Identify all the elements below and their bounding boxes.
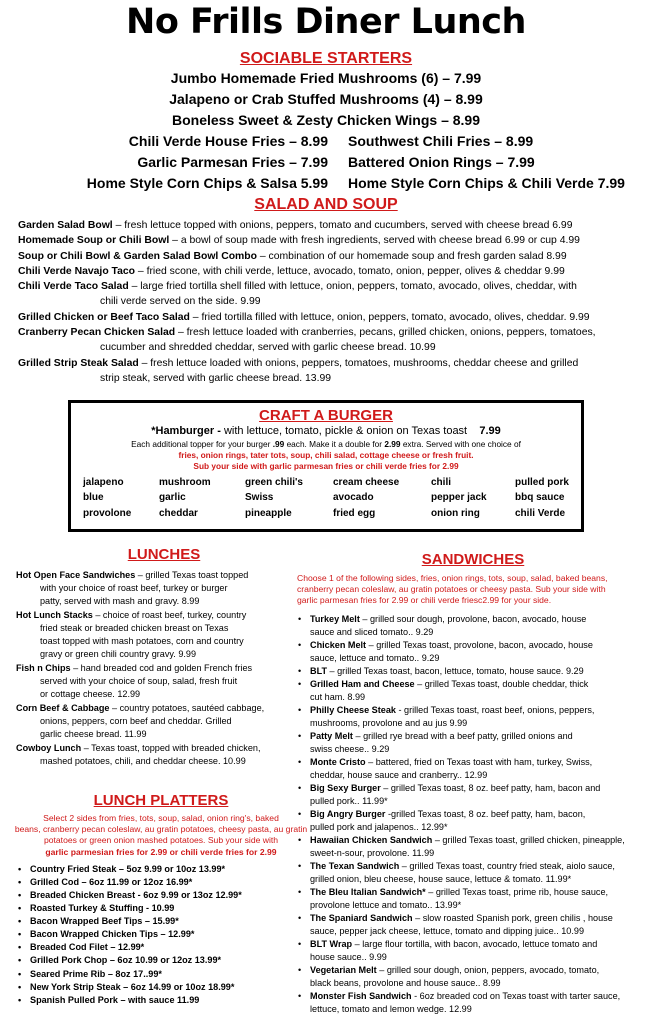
sandwich-item-text: [310, 912, 652, 938]
sandwich-item-line: [310, 990, 652, 1003]
sandwich-item-text: [310, 886, 652, 912]
salad-item-name: Homemade Soup or Chili Bowl: [18, 235, 170, 247]
sandwich-item-desc: – large flour tortilla, with bacon, avocado, lettuce tomato and: [352, 938, 598, 949]
bullet-icon: •: [18, 929, 22, 940]
sandwich-item-desc: - grilled Texas toast, roast beef, onions, peppers,: [395, 704, 595, 715]
sandwiches-heading: SANDWICHES: [421, 551, 525, 568]
topping-option: garlic: [159, 492, 186, 504]
burger-note-price: 2.99: [384, 439, 401, 449]
sandwich-item-text: [310, 860, 652, 886]
platter-item-text: Spanish Pulled Pork – with sauce 11.99: [30, 994, 200, 1005]
lunch-item-cont: fried steak or breaded chicken breast on Texas: [40, 623, 229, 633]
lunches-heading: LUNCHES: [127, 546, 201, 563]
salad-item-line: [18, 264, 648, 279]
burger-lead: [71, 424, 581, 439]
sandwich-item: [298, 964, 652, 990]
starter-item: Home Style Corn Chips & Chili Verde 7.99: [348, 175, 625, 191]
burger-heading: CRAFT A BURGER: [259, 407, 393, 424]
salad-item-desc: – large fried tortilla shell filled with lettuce, onion, peppers, tomato, avocado, olives, cheddar, with: [128, 281, 577, 293]
sandwich-item-desc: – grilled Texas toast, bacon, lettuce, tomato, house sauce. 9.29: [327, 665, 584, 676]
bullet-icon: •: [18, 981, 22, 992]
topping-option: pulled pork: [515, 477, 569, 488]
sandwich-item-desc: – grilled Texas toast, country fried steak, aiolo sauce,: [399, 860, 615, 871]
sandwich-item-desc: – grilled Texas toast, 8 oz. beef patty, ham, bacon and: [380, 782, 601, 793]
sandwich-item-name: Monte Cristo: [310, 756, 366, 767]
burger-price: 7.99: [479, 425, 501, 437]
topping-option: avocado: [333, 492, 374, 504]
sandwich-item-cont: black beans, provolone and house sauce.. 8.99: [310, 977, 501, 988]
platter-item-text: Breaded Cod Filet – 12.99*: [30, 942, 145, 953]
sandwich-item-name: The Spaniard Sandwich: [310, 912, 413, 923]
sandwich-item-desc: – grilled Texas toast, grilled chicken, pineapple,: [432, 834, 625, 845]
salad-item-desc: – fresh lettuce loaded with onions, peppers, tomatoes, mushrooms, cheddar cheese and grilled: [138, 357, 579, 369]
sandwiches-intro-line: Choose 1 of the following sides, fries, onion rings, tots, soup, salad, baked beans,: [297, 573, 608, 583]
burger-note-text: each. Make it a double for: [284, 439, 385, 449]
sandwich-item-name: The Bleu Italian Sandwich*: [310, 886, 426, 897]
starter-item: Chili Verde House Fries – 8.99: [128, 133, 328, 149]
salad-item-name: Chili Verde Taco Salad: [18, 281, 129, 293]
topping-option: cream cheese: [333, 477, 400, 488]
salad-item-name: Cranberry Pecan Chicken Salad: [18, 327, 176, 339]
lunch-item-name: Hot Open Face Sandwiches: [16, 570, 136, 580]
lunch-item-desc: – hand breaded cod and golden French fries: [70, 663, 253, 673]
platter-list: [8, 863, 314, 1007]
salad-item-name: Chili Verde Navajo Taco: [18, 265, 136, 277]
platter-item: [18, 915, 314, 928]
sandwich-item-text: [310, 782, 652, 808]
platters-intro-line: garlic parmesian fries for 2.99 or chili verde fries for 2.99: [45, 846, 277, 857]
sandwich-item-line: [310, 912, 652, 925]
salad-list: [0, 218, 652, 386]
salad-item-line: [18, 249, 648, 264]
salad-section: [0, 196, 652, 386]
platter-item: [18, 994, 314, 1007]
salad-item-line: [18, 310, 648, 325]
lunch-item-desc: – Texas toast, topped with breaded chicken,: [81, 743, 261, 753]
bullet-icon: •: [298, 613, 302, 624]
salad-item: [0, 218, 652, 233]
platter-item: [18, 889, 314, 902]
sandwich-item-name: Big Sexy Burger: [310, 782, 381, 793]
lunch-item-cont: mashed potatoes, chili, and cheddar cheese. 10.99: [40, 756, 246, 766]
burger-sub-note: Sub your side with garlic parmesan fries or chili verde fries for 2.99: [193, 461, 459, 471]
lunch-item: [14, 609, 314, 661]
salad-item-desc: – a bowl of soup made with fresh ingredients, served with cheese bread 6.99 or cup 4.99: [169, 235, 580, 247]
sandwich-item-text: [310, 613, 652, 639]
starter-item: Jalapeno or Crab Stuffed Mushrooms (4) – 8.99: [169, 91, 483, 107]
salad-item-line: [18, 279, 648, 294]
bullet-icon: •: [18, 994, 22, 1005]
sandwich-item-cont: sauce, lettuce and tomato.. 9.29: [310, 652, 440, 663]
starter-item: Boneless Sweet & Zesty Chicken Wings – 8.99: [172, 112, 480, 128]
lunch-item-desc: – grilled Texas toast topped: [135, 570, 249, 580]
salad-item-desc: – fresh lettuce topped with onions, peppers, tomato and cucumbers, served with cheese bread 6.99: [112, 220, 573, 231]
starter-item: Home Style Corn Chips & Salsa 5.99: [86, 175, 328, 191]
sandwich-item-name: Big Angry Burger: [310, 808, 386, 819]
bullet-icon: •: [18, 942, 22, 953]
starter-pair: [0, 131, 652, 152]
sandwich-item-name: Hawaiian Chicken Sandwich: [310, 834, 433, 845]
salad-heading: SALAD AND SOUP: [254, 196, 398, 213]
sandwich-item-desc: – battered, fried on Texas toast with ham, turkey, Swiss,: [365, 756, 593, 767]
sandwich-item: [298, 886, 652, 912]
bullet-icon: •: [18, 968, 22, 979]
starter-pair: [0, 152, 652, 173]
sandwich-item-desc: -grilled Texas toast, 8 oz. beef patty, ham, bacon,: [385, 808, 586, 819]
lunch-item-desc: – country potatoes, sautéed cabbage,: [109, 703, 265, 713]
platters-intro-line: beans, cranberry pecan coleslaw, au gratin potatoes, cheesy pasta, au gratin: [14, 824, 308, 835]
sandwich-item: [298, 834, 652, 860]
lunch-item-cont: gravy or green chili country gravy. 9.99: [40, 649, 197, 659]
salad-item-desc: – fried tortilla filled with lettuce, onion, peppers, tomato, avocado, olives, cheddar. 9.99: [189, 311, 590, 323]
starter-pair: [0, 173, 652, 194]
starter-item: Battered Onion Rings – 7.99: [348, 154, 535, 170]
bullet-icon: •: [298, 964, 302, 975]
sandwich-item-text: [310, 704, 652, 730]
platter-item-text: Roasted Turkey & Stuffing - 10.99: [30, 903, 175, 914]
toppings-grid: [71, 475, 581, 521]
sandwich-item-text: [310, 665, 652, 678]
salad-item: [0, 310, 652, 325]
sandwich-item-desc: – grilled Texas toast, double cheddar, thick: [414, 678, 589, 689]
sandwich-item-name: Patty Melt: [310, 730, 353, 741]
lunch-item-cont: patty, served with mash and gravy. 8.99: [40, 596, 200, 606]
sandwich-item-name: Grilled Ham and Cheese: [310, 678, 415, 689]
platter-item: [18, 876, 314, 889]
menu-title: No Frills Diner Lunch: [126, 2, 526, 42]
bullet-icon: •: [298, 704, 302, 715]
platter-item: [18, 928, 314, 941]
sandwich-item-name: BLT Wrap: [310, 938, 353, 949]
platter-item-text: Bacon Wrapped Beef Tips – 15.99*: [30, 916, 179, 927]
sandwich-item-cont: grilled onion, bleu cheese, house sauce, lettuce & tomato. 11.99*: [310, 873, 572, 884]
burger-note-text: extra. Served with one choice of: [400, 439, 521, 449]
bullet-icon: •: [298, 730, 302, 741]
bullet-icon: •: [298, 678, 302, 689]
sandwich-item: [298, 782, 652, 808]
sandwich-item-line: [310, 613, 652, 626]
sandwich-item-text: [310, 964, 652, 990]
platter-item: [18, 981, 314, 994]
topping-option: green chili's: [245, 477, 303, 488]
topping-option: chili Verde: [515, 507, 566, 519]
platters-intro-line: potatoes or green onion mashed potatoes. Sub your side with: [43, 835, 279, 846]
sandwich-item: [298, 665, 652, 678]
sandwich-item-cont: sweet-n-sour, provolone. 11.99: [310, 847, 435, 858]
topping-option: pineapple: [245, 507, 292, 519]
topping-option: fried egg: [333, 507, 376, 519]
starter-item: Southwest Chili Fries – 8.99: [348, 133, 534, 149]
sandwich-list: [294, 613, 652, 1016]
salad-item-name: Garden Salad Bowl: [18, 220, 113, 231]
sandwich-item: [298, 990, 652, 1016]
starter-item: Jumbo Homemade Fried Mushrooms (6) – 7.99: [170, 70, 482, 86]
burger-note: [71, 439, 581, 450]
sandwich-item-cont: cheddar, house sauce and cranberry.. 12.99: [310, 769, 488, 780]
sandwich-item-name: Monster Fish Sandwich: [310, 990, 412, 1001]
lunches-section: [14, 546, 314, 769]
sandwich-item-line: [310, 782, 652, 795]
topping-option: chili: [431, 477, 452, 488]
sandwich-item-cont: provolone lettuce and tomato.. 13.99*: [310, 899, 462, 910]
sandwich-item-name: The Texan Sandwich: [310, 860, 400, 871]
platter-item-text: Seared Prime Rib – 8oz 17..99*: [30, 968, 162, 979]
lunch-item-line: [14, 569, 314, 582]
lunch-item: [14, 569, 314, 608]
sandwich-item-name: Philly Cheese Steak: [310, 704, 396, 715]
salad-item-line: [18, 325, 648, 340]
sandwiches-intro: [294, 573, 652, 607]
platter-item: [18, 941, 314, 954]
lunch-item-line: [14, 702, 314, 715]
lunch-item-cont: toast topped with mash potatoes, corn and country: [40, 636, 244, 646]
burger-note-text: Each additional topper for your burger: [131, 439, 273, 449]
salad-item-cont: chili verde served on the side. 9.99: [100, 296, 261, 308]
lunch-item-name: Corn Beef & Cabbage: [16, 703, 110, 713]
lunch-item-name: Cowboy Lunch: [16, 743, 82, 753]
lunch-item: [14, 742, 314, 768]
burger-box: [68, 400, 584, 532]
sandwich-item: [298, 938, 652, 964]
sandwich-item-cont: house sauce.. 9.99: [310, 951, 387, 962]
sandwich-item-line: [310, 678, 652, 691]
bullet-icon: •: [298, 834, 302, 845]
sandwich-item: [298, 912, 652, 938]
sandwich-item-desc: – grilled rye bread with a beef patty, grilled onions and: [352, 730, 573, 741]
lunch-item-cont: served with your choice of soup, salad, fresh fruit: [40, 676, 238, 686]
salad-item: [0, 279, 652, 310]
lunch-item: [14, 702, 314, 741]
bullet-icon: •: [18, 863, 22, 874]
bullet-icon: •: [298, 665, 302, 676]
bullet-icon: •: [298, 639, 302, 650]
platter-item: [18, 863, 314, 876]
sandwich-item-line: [310, 639, 652, 652]
topping-option: blue: [83, 492, 104, 504]
bullet-icon: •: [298, 886, 302, 897]
sandwiches-section: [294, 551, 652, 1016]
sandwich-item-cont: lettuce, tomato and lemon wedge. 12.99: [310, 1003, 472, 1014]
sandwich-item-cont: swiss cheese.. 9.29: [310, 743, 390, 754]
lunch-item-name: Hot Lunch Stacks: [16, 610, 93, 620]
sandwich-item-line: [310, 756, 652, 769]
burger-note-price: .99: [272, 439, 285, 449]
sandwich-item-line: [310, 704, 652, 717]
sandwich-item: [298, 808, 652, 834]
burger-sides: fries, onion rings, tater tots, soup, chili salad, cottage cheese or fresh fruit.: [178, 450, 474, 460]
lunch-item-line: [14, 662, 314, 675]
topping-option: onion ring: [431, 507, 480, 519]
platters-intro: [8, 813, 314, 858]
salad-item-name: Grilled Chicken or Beef Taco Salad: [18, 311, 190, 323]
salad-item: [0, 249, 652, 264]
sandwich-item: [298, 639, 652, 665]
lunch-item-cont: garlic cheese bread. 11.99: [40, 729, 147, 739]
sandwich-item: [298, 613, 652, 639]
lunch-item-line: [14, 742, 314, 755]
sandwich-item-text: [310, 808, 652, 834]
platters-heading: LUNCH PLATTERS: [93, 792, 229, 809]
topping-option: bbq sauce: [515, 492, 565, 504]
sandwich-item-text: [310, 678, 652, 704]
sandwich-item: [298, 860, 652, 886]
platter-item-text: Bacon Wrapped Chicken Tips – 12.99*: [30, 929, 195, 940]
sandwich-item-text: [310, 990, 652, 1016]
starters-heading: SOCIABLE STARTERS: [239, 50, 413, 67]
sandwich-item-line: [310, 808, 652, 821]
sandwich-item-line: [310, 938, 652, 951]
burger-name: *Hamburger -: [151, 425, 221, 437]
sandwich-item-line: [310, 860, 652, 873]
sandwich-item: [298, 678, 652, 704]
topping-option: jalapeno: [83, 477, 124, 488]
lunch-item-cont: with your choice of roast beef, turkey or burger: [40, 583, 228, 593]
salad-item: [0, 325, 652, 356]
sandwich-item-text: [310, 938, 652, 964]
bullet-icon: •: [298, 756, 302, 767]
sandwich-item-desc: – grilled Texas toast, provolone, bacon, avocado, house: [366, 639, 593, 650]
bullet-icon: •: [298, 912, 302, 923]
salad-item-line: [18, 356, 648, 371]
bullet-icon: •: [18, 916, 22, 927]
bullet-icon: •: [298, 782, 302, 793]
platters-section: [8, 792, 314, 1007]
lunch-item-name: Fish n Chips: [16, 663, 71, 673]
sandwich-item-desc: – grilled sour dough, provolone, bacon, avocado, house: [359, 613, 587, 624]
topping-option: Swiss: [245, 492, 274, 504]
topping-option: pepper jack: [431, 492, 487, 504]
platter-item: [18, 968, 314, 981]
sandwich-item-line: [310, 834, 652, 847]
salad-item-line: [18, 233, 648, 248]
sandwich-item: [298, 730, 652, 756]
platter-item-text: New York Strip Steak – 6oz 14.99 or 10oz 18.99*: [30, 981, 235, 992]
salad-item-desc: – fried scone, with chili verde, lettuce, avocado, tomato, onion, pepper, olives & cheddar 9.99: [135, 265, 565, 277]
salad-item-line: [18, 218, 648, 233]
sandwich-item-desc: – slow roasted Spanish pork, green chilis , house: [412, 912, 613, 923]
topping-option: cheddar: [159, 507, 198, 519]
lunch-list: [14, 569, 314, 768]
salad-item-name: Grilled Strip Steak Salad: [18, 357, 139, 369]
sandwich-item-desc: – grilled sour dough, onion, peppers, avocado, tomato,: [376, 964, 600, 975]
lunch-item-cont: or cottage cheese. 12.99: [40, 689, 141, 699]
bullet-icon: •: [298, 860, 302, 871]
lunch-item-desc: – choice of roast beef, turkey, country: [92, 610, 247, 620]
bullet-icon: •: [18, 903, 22, 914]
bullet-icon: •: [18, 955, 22, 966]
sandwiches-intro-line: garlic parmesan fries for 2.99 or chili verde friesc2.99 for your side.: [297, 595, 552, 606]
sandwich-item: [298, 756, 652, 782]
sandwich-item-cont: mushrooms, provolone and au jus 9.99: [310, 717, 468, 728]
starters-section: [0, 50, 652, 194]
platters-intro-line: Select 2 sides from fries, tots, soup, salad, onion ring's, baked: [43, 813, 279, 823]
lunch-item-line: [14, 609, 314, 622]
salad-item: [0, 233, 652, 248]
sandwiches-intro-line: cranberry pecan coleslaw, au gratin potatoes or cheesy pasta. Sub your side with: [297, 584, 606, 595]
lunch-item: [14, 662, 314, 701]
salad-item: [0, 264, 652, 279]
sandwich-item-line: [310, 665, 652, 678]
sandwich-item: [298, 704, 652, 730]
sandwich-item-name: BLT: [310, 665, 328, 676]
platter-item-text: Grilled Cod – 6oz 11.99 or 12oz 16.99*: [30, 876, 193, 887]
topping-option: provolone: [83, 507, 132, 519]
sandwich-item-text: [310, 639, 652, 665]
sandwich-item-name: Turkey Melt: [310, 613, 360, 624]
sandwich-item-cont: sauce and sliced tomato.. 9.29: [310, 626, 434, 637]
sandwich-item-cont: pulled pork.. 11.99*: [310, 795, 388, 806]
sandwich-item-desc: – grilled Texas toast, prime rib, house sauce,: [425, 886, 609, 897]
bullet-icon: •: [298, 938, 302, 949]
bullet-icon: •: [18, 876, 22, 887]
sandwich-item-desc: - 6oz breaded cod on Texas toast with tarter sauce,: [411, 990, 621, 1001]
sandwich-item-text: [310, 730, 652, 756]
salad-item-cont: strip steak, served with garlic cheese bread. 13.99: [100, 372, 332, 384]
sandwich-item-name: Vegetarian Melt: [310, 964, 377, 975]
salad-item: [0, 356, 652, 387]
sandwich-item-cont: cut ham. 8.99: [310, 691, 366, 702]
topping-option: mushroom: [159, 477, 211, 488]
starter-item: Garlic Parmesan Fries – 7.99: [137, 154, 328, 170]
salad-item-cont: cucumber and shredded cheddar, served with garlic cheese bread. 10.99: [100, 342, 436, 354]
sandwich-item-line: [310, 886, 652, 899]
sandwich-item-text: [310, 756, 652, 782]
lunch-item-cont: onions, peppers, corn beef and cheddar. Grilled: [40, 716, 232, 726]
sandwich-item-line: [310, 730, 652, 743]
burger-desc: with lettuce, tomato, pickle & onion on Texas toast: [220, 425, 468, 437]
bullet-icon: •: [18, 890, 22, 900]
sandwich-item-text: [310, 834, 652, 860]
platter-item-text: Breaded Chicken Breast - 6oz 9.99 or 13oz 12.99*: [30, 890, 242, 900]
salad-item-name: Soup or Chili Bowl & Garden Salad Bowl Combo: [18, 250, 257, 262]
platter-item: [18, 902, 314, 915]
platter-item: [18, 954, 314, 967]
bullet-icon: •: [298, 990, 302, 1001]
bullet-icon: •: [298, 808, 302, 819]
sandwich-item-name: Chicken Melt: [310, 639, 367, 650]
sandwich-item-cont: pulled pork and jalapenos.. 12.99*: [310, 821, 448, 832]
sandwich-item-line: [310, 964, 652, 977]
platter-item-text: Country Fried Steak – 5oz 9.99 or 10oz 13.99*: [30, 863, 226, 874]
salad-item-desc: – combination of our homemade soup and fresh garden salad 8.99: [257, 250, 567, 262]
platter-item-text: Grilled Pork Chop – 6oz 10.99 or 12oz 13.99*: [30, 955, 222, 966]
sandwich-item-cont: sauce, pepper jack cheese, lettuce, tomato and dipping juice.. 10.99: [310, 925, 585, 936]
salad-item-desc: – fresh lettuce loaded with cranberries, pecans, grilled chicken, onions, peppers, tomatoes,: [175, 327, 596, 339]
